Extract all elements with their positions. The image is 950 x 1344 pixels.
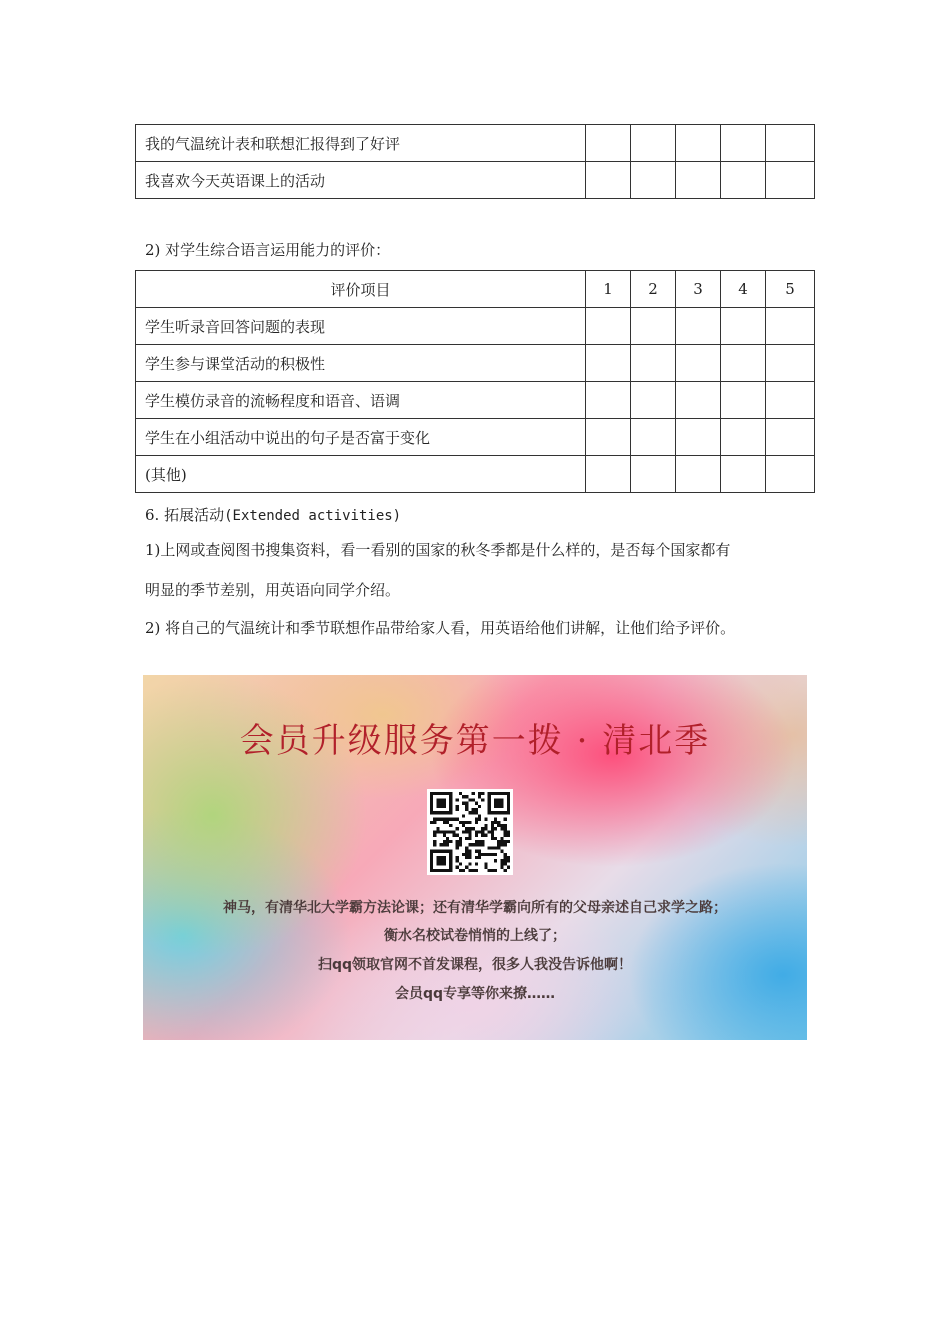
promo-banner	[143, 675, 807, 1040]
column-header: 1	[586, 271, 631, 308]
table-header-row	[136, 271, 815, 308]
rating-cell	[631, 162, 676, 199]
rating-cell	[631, 382, 676, 419]
rating-cell	[721, 345, 766, 382]
rating-cell	[676, 345, 721, 382]
rating-cell	[631, 125, 676, 162]
rating-cell	[766, 419, 815, 456]
table-row	[136, 125, 815, 162]
column-header: 评价项目	[136, 271, 586, 308]
column-header: 2	[631, 271, 676, 308]
rating-cell	[631, 419, 676, 456]
rating-cell	[586, 382, 631, 419]
rating-cell	[586, 125, 631, 162]
column-header: 3	[676, 271, 721, 308]
rating-cell	[586, 345, 631, 382]
heading-en: (Extended activities)	[224, 508, 402, 524]
rating-cell	[721, 382, 766, 419]
rating-cell	[721, 125, 766, 162]
table-row	[136, 382, 815, 419]
section-2-heading: 2) 对学生综合语言运用能力的评价：	[145, 241, 391, 259]
row-label: 学生听录音回答问题的表现	[136, 308, 586, 345]
row-label: 学生参与课堂活动的积极性	[136, 345, 586, 382]
rating-cell	[631, 456, 676, 493]
banner-line-1: 神马，有清华北大学霸方法论课；还有清华学霸向所有的父母亲述自己求学之路；	[223, 900, 727, 916]
rating-cell	[676, 162, 721, 199]
rating-cell	[586, 419, 631, 456]
row-label: 我的气温统计表和联想汇报得到了好评	[136, 125, 586, 162]
rating-cell	[676, 456, 721, 493]
activity-1-line-2: 明显的季节差别，用英语向同学介绍。	[145, 581, 401, 599]
banner-title: 会员升级服务第一拨 · 清北季	[239, 721, 711, 761]
banner-line-2: 衡水名校试卷悄悄的上线了；	[384, 928, 566, 944]
rating-cell	[766, 382, 815, 419]
rating-cell	[721, 162, 766, 199]
rating-cell	[721, 419, 766, 456]
column-header: 5	[766, 271, 815, 308]
table-row	[136, 345, 815, 382]
table-row	[136, 456, 815, 493]
activity-2: 2) 将自己的气温统计和季节联想作品带给家人看，用英语给他们讲解，让他们给予评价。	[145, 619, 736, 637]
section-6-heading	[145, 505, 401, 526]
self-evaluation-table	[135, 124, 815, 199]
rating-cell	[586, 456, 631, 493]
qr-code-icon[interactable]	[427, 789, 513, 875]
rating-cell	[766, 456, 815, 493]
heading-cn: 拓展活动	[164, 506, 225, 524]
language-ability-table	[135, 270, 815, 493]
rating-cell	[721, 456, 766, 493]
row-label: 我喜欢今天英语课上的活动	[136, 162, 586, 199]
heading-number: 6.	[145, 506, 160, 524]
rating-cell	[676, 125, 721, 162]
rating-cell	[586, 308, 631, 345]
rating-cell	[676, 308, 721, 345]
row-label: 学生在小组活动中说出的句子是否富于变化	[136, 419, 586, 456]
table-row	[136, 419, 815, 456]
rating-cell	[766, 308, 815, 345]
row-label: (其他)	[136, 456, 586, 493]
row-label: 学生模仿录音的流畅程度和语音、语调	[136, 382, 586, 419]
rating-cell	[631, 345, 676, 382]
banner-line-4: 会员qq专享等你来撩……	[394, 986, 556, 1002]
rating-cell	[766, 345, 815, 382]
table-row	[136, 162, 815, 199]
column-header: 4	[721, 271, 766, 308]
activity-1-line-1: 1)上网或查阅图书搜集资料，看一看别的国家的秋冬季都是什么样的，是否每个国家都有	[145, 541, 731, 559]
rating-cell	[676, 419, 721, 456]
banner-line-3: 扫qq领取官网不首发课程，很多人我没告诉他啊！	[317, 957, 633, 973]
rating-cell	[766, 162, 815, 199]
rating-cell	[721, 308, 766, 345]
rating-cell	[676, 382, 721, 419]
table-row	[136, 308, 815, 345]
rating-cell	[631, 308, 676, 345]
rating-cell	[766, 125, 815, 162]
rating-cell	[586, 162, 631, 199]
